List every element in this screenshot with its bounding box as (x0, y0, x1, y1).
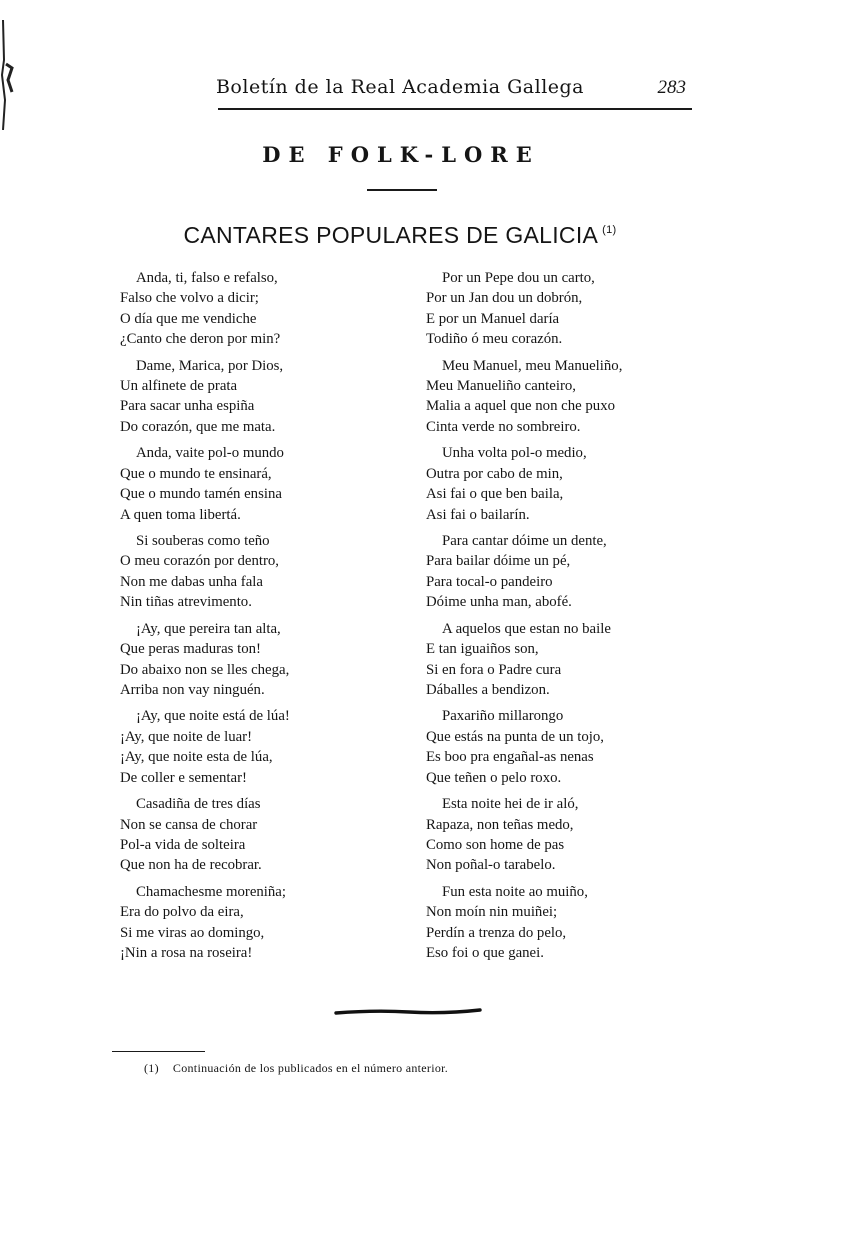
verse-line: Para tocal-o pandeiro (426, 573, 553, 590)
verse-line: Asi fai o bailarín. (426, 506, 530, 523)
page-number: 283 (657, 77, 686, 98)
verse-line: Falso che volvo a dicir; (120, 290, 259, 307)
verse-line: Fun esta noite ao muiño, (442, 883, 588, 900)
verse-line: ¡Ay, que noite esta de lúa, (120, 749, 273, 766)
section-divider (367, 189, 437, 191)
stanza (426, 356, 696, 444)
stanza (426, 882, 696, 970)
verse-line: E tan iguaiños son, (426, 641, 539, 658)
verse-line: Non moín nin muiñei; (426, 904, 558, 921)
stanza (426, 706, 696, 794)
stanza (120, 443, 370, 531)
stanza (120, 882, 370, 970)
footnote-text: Continuación de los publicados en el número anterior. (172, 1061, 449, 1075)
stanza (120, 794, 370, 882)
verse-line: Perdín a trenza do pelo, (426, 924, 567, 941)
verse-line: Asi fai o que ben baila, (426, 486, 564, 503)
verse-line: Cinta verde no sombreiro. (426, 418, 581, 435)
footnote-reference: (1) (602, 224, 617, 236)
verse-line: Dáballes a bendizon. (426, 681, 550, 698)
verse-line: Para cantar dóime un dente, (442, 533, 607, 550)
stanza (426, 531, 696, 619)
verse-line: Meu Manuel, meu Manueliño, (442, 357, 623, 374)
stanza (120, 619, 370, 707)
verse-line: Do abaixo non se lles chega, (120, 661, 290, 678)
stanza (120, 706, 370, 794)
verse-line: ¡Nin a rosa na roseira! (120, 944, 253, 961)
verse-line: ¿Canto che deron por min? (120, 331, 281, 348)
verse-line: Anda, vaite pol-o mundo (136, 445, 284, 462)
stanza (120, 356, 370, 444)
verse-line: Que o mundo te ensinará, (120, 465, 272, 482)
verse-line: De coller e sementar! (120, 769, 247, 786)
verse-line: Esta noite hei de ir aló, (442, 796, 579, 813)
verse-line: Que estás na punta de un tojo, (426, 728, 604, 745)
verse-line: Casadiña de tres días (136, 796, 261, 813)
article-title (150, 222, 650, 249)
verse-line: Non se cansa de chorar (120, 816, 258, 833)
end-ornament (334, 1004, 484, 1020)
verse-line: Que peras maduras ton! (120, 641, 261, 658)
verse-line: Si en fora o Padre cura (426, 661, 562, 678)
stanza (120, 268, 370, 356)
verse-line: Pol-a vida de solteira (120, 836, 246, 853)
verse-line: Dame, Marica, por Dios, (136, 357, 284, 374)
verse-line: Paxariño millarongo (442, 708, 564, 725)
verse-line: Era do polvo da eira, (120, 904, 244, 921)
verse-line: Outra por cabo de min, (426, 465, 563, 482)
stanza (426, 268, 696, 356)
verse-line: Que teñen o pelo roxo. (426, 769, 562, 786)
verse-line: Chamachesme moreniña; (136, 883, 286, 900)
verse-line: Do corazón, que me mata. (120, 418, 276, 435)
verse-line: Unha volta pol-o medio, (442, 445, 587, 462)
verse-line: Arriba non vay ninguén. (120, 681, 265, 698)
stanza (120, 531, 370, 619)
stanza (426, 443, 696, 531)
verse-line: Si me viras ao domingo, (120, 924, 265, 941)
verse-line: Por un Jan dou un dobrón, (426, 290, 583, 307)
binding-edge-mark (0, 20, 14, 130)
verse-line: Para bailar dóime un pé, (426, 553, 571, 570)
verse-line: Nin tiñas atrevimento. (120, 594, 252, 611)
article-title-text: CANTARES POPULARES DE GALICIA (183, 222, 599, 248)
running-header-title: Boletín de la Real Academia Gallega (215, 76, 585, 98)
verse-line: E por un Manuel daría (426, 310, 560, 327)
section-title: DE FOLK-LORE (262, 142, 540, 167)
verse-line: Para sacar unha espiña (120, 398, 255, 415)
stanza (426, 619, 696, 707)
verse-line: A aquelos que estan no baile (442, 620, 611, 637)
footnote-rule (112, 1051, 205, 1052)
verse-line: Si souberas como teño (136, 533, 270, 550)
verse-line: Por un Pepe dou un carto, (442, 270, 595, 286)
verse-line: O meu corazón por dentro, (120, 553, 280, 570)
verse-line: ¡Ay, que pereira tan alta, (136, 620, 281, 637)
verse-line: Todiño ó meu corazón. (426, 331, 563, 348)
right-poem-column (426, 268, 696, 970)
verse-line: Que non ha de recobrar. (120, 857, 262, 874)
verse-line: A quen toma libertá. (120, 506, 241, 523)
verse-line: Que o mundo tamén ensina (120, 486, 282, 503)
left-poem-column (120, 268, 370, 970)
header-rule (218, 108, 692, 110)
footnote-marker: (1) (144, 1061, 159, 1075)
verse-line: O día que me vendiche (120, 310, 257, 327)
verse-line: Es boo pra engañal-as nenas (426, 749, 594, 766)
stanza (426, 794, 696, 882)
verse-line: Eso foi o que ganei. (426, 944, 544, 961)
verse-line: Meu Manueliño canteiro, (426, 378, 576, 395)
verse-line: Como son home de pas (426, 836, 565, 853)
verse-line: Non poñal-o tarabelo. (426, 857, 556, 874)
verse-line: Malia a aquel que non che puxo (426, 398, 616, 415)
verse-line: Rapaza, non teñas medo, (426, 816, 574, 833)
verse-line: Dóime unha man, abofé. (426, 594, 572, 611)
verse-line: Un alfinete de prata (120, 378, 238, 395)
verse-line: ¡Ay, que noite está de lúa! (136, 708, 290, 725)
verse-line: Anda, ti, falso e refalso, (136, 270, 278, 286)
verse-line: ¡Ay, que noite de luar! (120, 728, 253, 745)
footnote (144, 1061, 448, 1076)
verse-line: Non me dabas unha fala (120, 573, 263, 590)
